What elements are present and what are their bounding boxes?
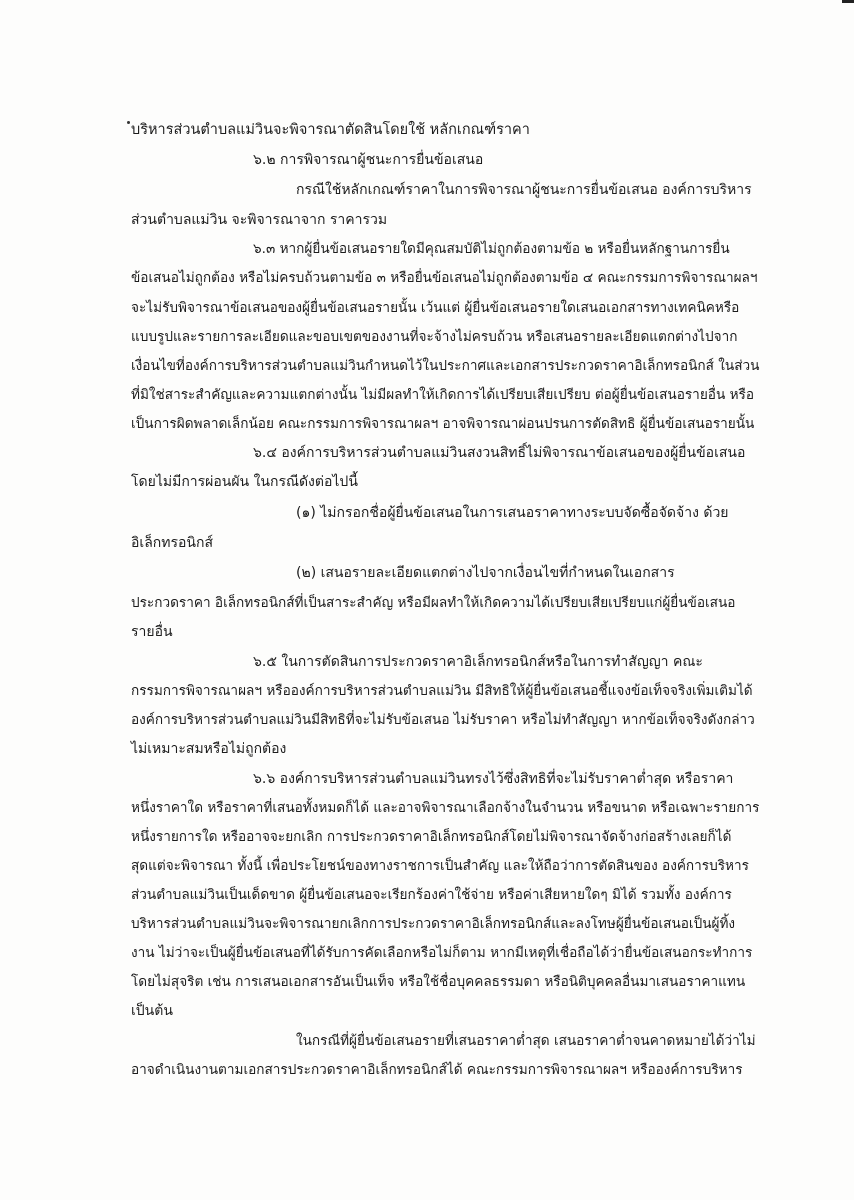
section-heading: ๖.๒ การพิจารณาผู้ชนะการยื่นข้อเสนอ	[253, 152, 484, 168]
text-line: (๒) เสนอรายละเอียดแตกต่างไปจากเงื่อนไขที่กำหนดในเอกสาร	[296, 565, 675, 581]
text-line: ที่มิใช่สาระสำคัญและความแตกต่างนั้น ไม่มีผลทำให้เกิดการได้เปรียบเสียเปรียบ ต่อผู้ยื่นข้อเสนอรายอื่น หรือ	[131, 387, 754, 403]
text-line: ๖.๖ องค์การบริหารส่วนตำบลแม่วินทรงไว้ซึ่งสิทธิที่จะไม่รับราคาต่ำสุด หรือราคา	[253, 771, 734, 787]
text-line: ในกรณีที่ผู้ยื่นข้อเสนอรายที่เสนอราคาต่ำสุด เสนอราคาต่ำจนคาดหมายได้ว่าไม่	[296, 1033, 756, 1049]
text-line: กรรมการพิจารณาผลฯ หรือองค์การบริหารส่วนตำบลแม่วิน มีสิทธิให้ผู้ยื่นข้อเสนอชี้แจงข้อเท็จจริงเพิ่มเติมได้	[131, 683, 753, 699]
text-line: (๑) ไม่กรอกชื่อผู้ยื่นข้อเสนอในการเสนอราคาทางระบบจัดซื้อจัดจ้าง ด้วย	[296, 505, 729, 521]
text-line: บริหารส่วนตำบลแม่วินจะพิจารณายกเลิกการประกวดราคาอิเล็กทรอนิกส์และลงโทษผู้ยื่นข้อเสนอเป็นผู้ทิ้ง	[131, 916, 736, 932]
text-line: สุดแต่จะพิจารณา ทั้งนี้ เพื่อประโยชน์ของทางราชการเป็นสำคัญ และให้ถือว่าการตัดสินของ องค์การบริหาร	[131, 858, 749, 874]
scan-dot-mark	[127, 121, 130, 124]
text-line: เงื่อนไขที่องค์การบริหารส่วนตำบลแม่วินกำหนดไว้ในประกาศและเอกสารประกวดราคาอิเล็กทรอนิกส์ ในส่วน	[131, 358, 760, 374]
text-line: รายอื่น	[131, 624, 173, 640]
text-line: ส่วนตำบลแม่วิน จะพิจารณาจาก ราคารวม	[131, 212, 388, 228]
text-line: บริหารส่วนตำบลแม่วินจะพิจารณาตัดสินโดยใช้ หลักเกณฑ์ราคา	[131, 122, 530, 138]
text-line: เป็นการผิดพลาดเล็กน้อย คณะกรรมการพิจารณาผลฯ อาจพิจารณาผ่อนปรนการตัดสิทธิ ผู้ยื่นข้อเสนอรายนั้น	[131, 416, 755, 432]
text-line: อิเล็กทรอนิกส์	[131, 535, 213, 551]
text-line: ๖.๓ หากผู้ยื่นข้อเสนอรายใดมีคุณสมบัติไม่ถูกต้องตามข้อ ๒ หรือยื่นหลักฐานการยื่น	[253, 241, 730, 257]
text-line: อาจดำเนินงานตามเอกสารประกวดราคาอิเล็กทรอนิกส์ได้ คณะกรรมการพิจารณาผลฯ หรือองค์การบริหาร	[131, 1062, 743, 1078]
text-line: ประกวดราคา อิเล็กทรอนิกส์ที่เป็นสาระสำคัญ หรือมีผลทำให้เกิดความได้เปรียบเสียเปรียบแก่ผู้ยื่นข้อเสนอ	[131, 595, 736, 611]
text-line: จะไม่รับพิจารณาข้อเสนอของผู้ยื่นข้อเสนอรายนั้น เว้นแต่ ผู้ยื่นข้อเสนอรายใดเสนอเอกสารทางเทคนิคหรือ	[131, 300, 740, 316]
text-line: ข้อเสนอไม่ถูกต้อง หรือไม่ครบถ้วนตามข้อ ๓ หรือยื่นข้อเสนอไม่ถูกต้องตามข้อ ๔ คณะกรรมการพิจารณาผลฯ	[131, 270, 758, 286]
text-line: หนึ่งราคาใด หรือราคาที่เสนอทั้งหมดก็ได้ และอาจพิจารณาเลือกจ้างในจำนวน หรือขนาด หรือเฉพาะรายการ	[131, 800, 760, 816]
scan-corner-mark	[842, 0, 854, 3]
text-line: องค์การบริหารส่วนตำบลแม่วินมีสิทธิที่จะไม่รับข้อเสนอ ไม่รับราคา หรือไม่ทำสัญญา หากข้อเท็จจริงดังกล่าว	[131, 712, 755, 728]
text-line: เป็นต้น	[131, 1003, 173, 1019]
text-line: ไม่เหมาะสมหรือไม่ถูกต้อง	[131, 741, 287, 757]
text-line: โดยไม่มีการผ่อนผัน ในกรณีดังต่อไปนี้	[131, 474, 358, 490]
text-line: ๖.๔ องค์การบริหารส่วนตำบลแม่วินสงวนสิทธิ์ไม่พิจารณาข้อเสนอของผู้ยื่นข้อเสนอ	[253, 445, 746, 461]
text-line: หนึ่งรายการใด หรืออาจจะยกเลิก การประกวดราคาอิเล็กทรอนิกส์โดยไม่พิจารณาจัดจ้างก่อสร้างเลยก็ได้	[131, 829, 732, 845]
text-line: งาน ไม่ว่าจะเป็นผู้ยื่นข้อเสนอที่ได้รับการคัดเลือกหรือไม่ก็ตาม หากมีเหตุที่เชื่อถือได้ว่ายื่นข้อเสนอกระทำการ	[131, 945, 753, 961]
text-line: ๖.๕ ในการตัดสินการประกวดราคาอิเล็กทรอนิกส์หรือในการทำสัญญา คณะ	[253, 654, 703, 670]
text-line: ส่วนตำบลแม่วินเป็นเด็ดขาด ผู้ยื่นข้อเสนอจะเรียกร้องค่าใช้จ่าย หรือค่าเสียหายใดๆ มิได้ รวมทั้ง องค์การ	[131, 887, 732, 903]
text-line: โดยไม่สุจริต เช่น การเสนอเอกสารอันเป็นเท็จ หรือใช้ชื่อบุคคลธรรมดา หรือนิติบุคคลอื่นมาเสนอราคาแทน	[131, 974, 746, 990]
text-line: แบบรูปและรายการละเอียดและขอบเขตของงานที่จะจ้างไม่ครบถ้วน หรือเสนอรายละเอียดแตกต่างไปจาก	[131, 329, 738, 345]
text-line: กรณีใช้หลักเกณฑ์ราคาในการพิจารณาผู้ชนะการยื่นข้อเสนอ องค์การบริหาร	[296, 182, 752, 198]
